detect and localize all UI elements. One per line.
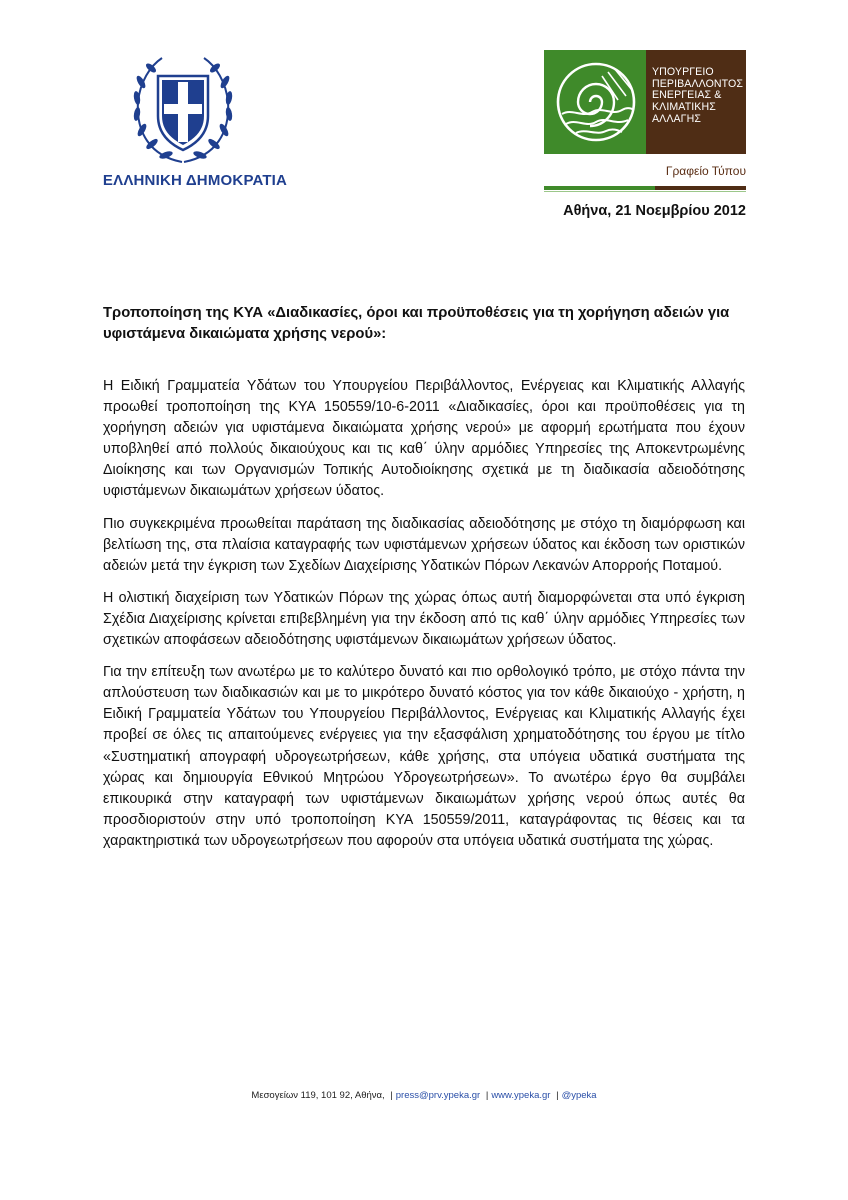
ministry-name-line: ΥΠΟΥΡΓΕΙΟ: [652, 66, 714, 78]
body-paragraph: Πιο συγκεκριμένα προωθείται παράταση της διαδικασίας αδειοδότησης με στόχο τη διαμόρφωση και βελτίωση της, στα πλαίσια καταγραφής των υφιστάμενων χρήσεων ύδατος και έκδοση των οριστικών αδειών μετά την έγκριση των Σχεδίων Διαχείρισης Υδατικών Πόρων Λεκανών Απορροής Ποταμού.: [103, 515, 745, 574]
press-office-divider-thin: [544, 191, 746, 192]
footer-separator: |: [485, 1090, 489, 1101]
footer-contact: [0, 1090, 848, 1101]
footer-separator: |: [390, 1090, 393, 1101]
ministry-name-line: ΕΝΕΡΓΕΙΑΣ &: [652, 89, 722, 102]
document-body: [103, 376, 745, 863]
body-paragraph: Η Ειδική Γραμματεία Υδάτων του Υπουργείου Περιβάλλοντος, Ενέργειας και Κλιματικής Αλλαγής προωθεί τροποποίηση της ΚΥΑ 150559/10-6-2011 «Διαδικασίες, όροι και προϋποθέσεις για τη χορήγηση αδειών για υφιστάμενα δικαιώματα χρήσης νερού» με αφορμή ερωτήματα που έχουν υποβληθεί από πολλούς δικαιούχους και τις καθ΄ ύλην αρμόδιες Υπηρεσίες της Αποκεντρωμένης Διοίκησης και των Οργανισμών Τοπικής Αυτοδιοίκησης σχετικά με τη διαδικασία αδειοδότησης υφιστάμενων δικαιωμάτων χρήσεων ύδατος.: [103, 378, 745, 500]
ministry-name-line: ΠΕΡΙΒΑΛΛΟΝΤΟΣ: [652, 77, 744, 90]
press-office-divider: [544, 186, 746, 190]
body-paragraph: Για την επίτευξη των ανωτέρω με το καλύτερο δυνατό και πιο ορθολογικό τρόπο, με στόχο πάντα την απλούστευση των διαδικασιών και με το μικρότερο δυνατό κόστος για τον κάθε δικαιούχο - χρήστη, η Ειδική Γραμματεία Υδάτων του Υπουργείου Περιβάλλοντος, Ενέργειας και Κλιματικής Αλλαγής έχει προβεί σε όλες τις απαιτούμενες ενέργειες για την εξασφάλιση χρηματοδότησης του έργου με τίτλο «Συστηματική απογραφή υδρογεωτρήσεων, κάθε χρήσης, στα υπόγεια υδατικά συστήματα της χώρας και δημιουργία Εθνικού Μητρώου Υδρογεωτρήσεων». Το ανωτέρω έργο θα συμβάλει επικουρικά στην καταγραφή των υφιστάμενων δικαιωμάτων χρήσης νερού όπως αυτές θα προσδιοριστούν στην υπό τροποποίηση ΚΥΑ 150559/2011, καταγράφοντας τις θέσεις και τα χαρακτηριστικά των υδρογεωτρήσεων που αφορούν στα υπόγεια υδατικά συστήματα της χώρας.: [103, 664, 745, 849]
ministry-name-line: ΚΛΙΜΑΤΙΚΗΣ: [652, 101, 716, 114]
government-name: ΕΛΛΗΝΙΚΗ ΔΗΜΟΚΡΑΤΙΑ: [102, 172, 288, 189]
footer-twitter-link[interactable]: @ypeka: [561, 1090, 597, 1101]
press-office-label: Γραφείο Τύπου: [665, 164, 746, 178]
ministry-emblem-icon: [552, 56, 640, 148]
document-title: Τροποποίηση της ΚΥΑ «Διαδικασίες, όροι και προϋποθέσεις για τη χορήγηση αδειών για υφιστάμενα δικαιώματα χρήσης νερού»:: [103, 305, 730, 342]
footer-separator: |: [556, 1090, 559, 1101]
ministry-name-line: ΑΛΛΑΓΗΣ: [652, 112, 702, 125]
footer-website-link[interactable]: www.ypeka.gr: [491, 1090, 551, 1101]
greek-state-emblem: [132, 52, 234, 168]
document-date: Αθήνα, 21 Νοεμβρίου 2012: [563, 203, 746, 219]
ministry-logo: [544, 50, 746, 154]
footer-address: Μεσογείων 119, 101 92, Αθήνα,: [251, 1090, 385, 1101]
body-paragraph: Η ολιστική διαχείριση των Υδατικών Πόρων της χώρας όπως αυτή διαμορφώνεται στα υπό έγκριση Σχέδια Διαχείρισης κρίνεται επιβεβλημένη για την έκδοση από τις καθ΄ ύλην αρμόδιες Υπηρεσίες των σχετικών αποφάσεων αδειοδότησης υφιστάμενων δικαιωμάτων χρήσεων ύδατος.: [103, 589, 745, 649]
footer-email-link[interactable]: press@prv.ypeka.gr: [395, 1090, 481, 1101]
ministry-name: [652, 67, 746, 126]
